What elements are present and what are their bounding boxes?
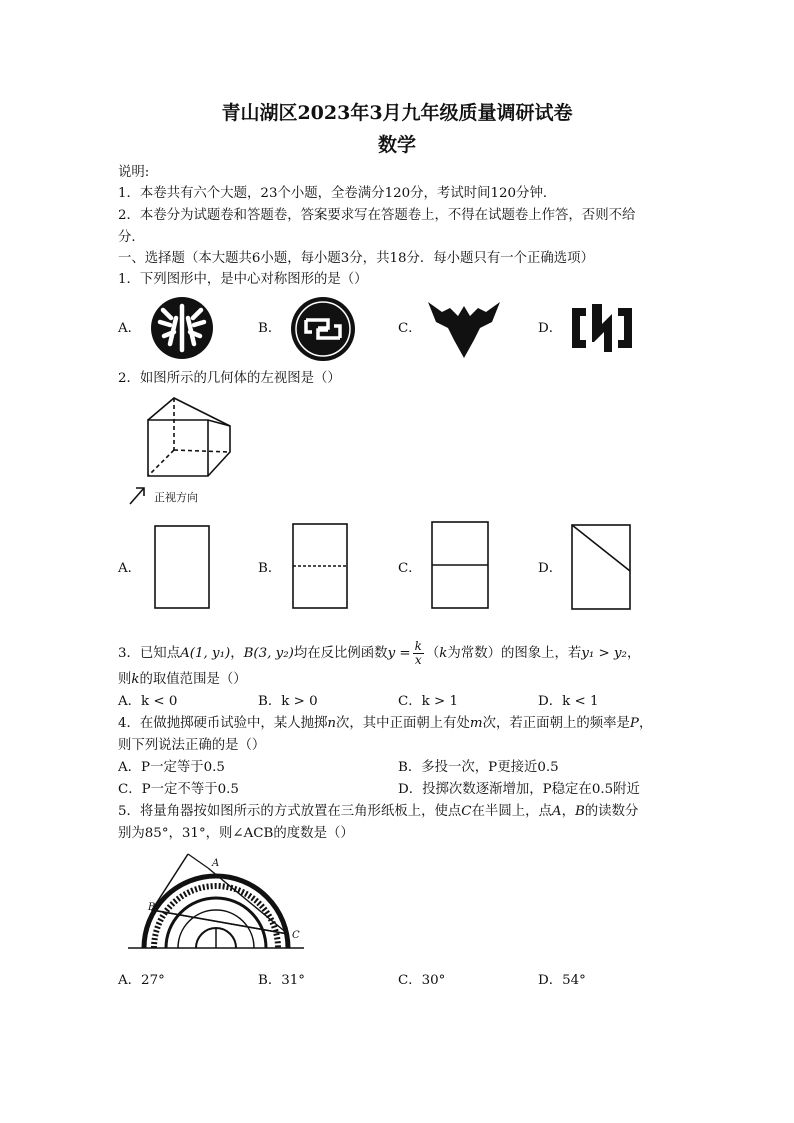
q3-text-2: 均在反比例函数 — [293, 646, 388, 661]
q1-label-b: B． — [258, 321, 282, 336]
q4-line1 — [118, 715, 652, 733]
q5-option-c: C．30° — [398, 973, 446, 988]
q5-text-3: 的读数分 — [584, 804, 639, 819]
q3-func-denominator: x — [414, 653, 422, 667]
q3-point-b: B(3, y₂) — [243, 646, 294, 661]
q3-condition: y₁ > y₂ — [581, 646, 627, 661]
q5-label-c: C — [292, 930, 300, 941]
q2-view-c — [428, 518, 492, 612]
q1-stem: 1．下列图形中，是中心对称图形的是（） — [118, 272, 368, 287]
q1-label-d: D． — [538, 321, 563, 336]
q5-text-2: 在半圆上，点 — [471, 804, 552, 819]
q1-emblem-a-icon — [150, 296, 214, 360]
q5-line1 — [118, 803, 638, 821]
q2-view-a — [150, 522, 214, 612]
q5-b: B — [574, 804, 585, 819]
q4-m: m — [469, 716, 483, 731]
q5-label-b: B — [148, 902, 156, 913]
q4-option-b: B．多投一次，P更接近0.5 — [398, 760, 559, 775]
q2-view-d — [568, 521, 634, 613]
q3-point-a: A(1, y₁) — [180, 646, 231, 661]
q3-option-d: D．k < 1 — [538, 694, 599, 709]
q3-text-1: 3．已知点 — [118, 646, 181, 661]
page-subtitle: 数学 — [377, 134, 416, 156]
q2-label-b: B． — [258, 561, 282, 576]
note-2-line1: 2．本卷分为试题卷和答题卷，答案要求写在答题卷上，不得在试题卷上作答，否则不给 — [118, 208, 636, 223]
q2-label-a: A． — [118, 561, 142, 576]
q3-option-c: C．k > 1 — [398, 694, 459, 709]
q3-text-3: （ — [425, 646, 440, 661]
q2-label-d: D． — [538, 561, 563, 576]
q5-line2: 别为85°，31°，则∠ACB的度数是（） — [118, 826, 354, 841]
q1-emblem-d-icon — [570, 302, 642, 354]
q3-func-lhs: y = — [387, 646, 411, 661]
q3-line2-text-b: 的取值范围是（） — [139, 672, 247, 687]
q5-a: A — [551, 804, 562, 819]
q4-text-3: 次，若正面朝上的频率是 — [482, 716, 630, 731]
q3-func-numerator: k — [414, 639, 422, 653]
q4-line2: 则下列说法正确的是（） — [118, 738, 266, 753]
q4-n: n — [327, 716, 337, 731]
q4-p: P — [629, 716, 639, 731]
q3-line2 — [118, 671, 247, 689]
q1-emblem-b-icon — [290, 296, 356, 362]
q3-line2-k: k — [131, 672, 140, 687]
q3-option-b: B．k > 0 — [258, 694, 318, 709]
q2-stem: 2．如图所示的几何体的左视图是（） — [118, 371, 341, 386]
q2-view-b — [289, 520, 351, 612]
q4-option-a: A．P一定等于0.5 — [118, 760, 225, 775]
q3-line2-text-a: 则 — [118, 672, 132, 687]
q1-label-c: C． — [398, 321, 422, 336]
q3-k: k — [439, 646, 448, 661]
q4-text-2: 次，其中正面朝上有处 — [336, 716, 470, 731]
q4-option-c: C．P一定不等于0.5 — [118, 782, 239, 797]
q5-option-b: B．31° — [258, 973, 305, 988]
q1-label-a: A． — [118, 321, 142, 336]
q5-text-1: 5．将量角器按如图所示的方式放置在三角形纸板上，使点 — [118, 804, 462, 819]
q3-sep: ， — [230, 646, 244, 661]
q5-option-a: A．27° — [118, 973, 165, 988]
q4-text-1: 4．在做抛掷硬币试验中，某人抛掷 — [118, 716, 328, 731]
notes-heading: 说明: — [118, 165, 150, 180]
q3-line1 — [118, 640, 640, 667]
q2-label-c: C． — [398, 561, 422, 576]
q2-view-direction-label: 正视方向 — [154, 491, 198, 504]
q5-option-d: D．54° — [538, 973, 586, 988]
q3-option-a: A．k < 0 — [118, 694, 178, 709]
note-2-line2: 分． — [118, 230, 145, 245]
section-1-heading: 一、选择题（本大题共6小题，每小题3分，共18分．每小题只有一个正确选项） — [118, 251, 594, 266]
q3-fraction — [413, 640, 424, 667]
q4-text-4: ， — [638, 716, 653, 731]
page-title: 青山湖区2023年3月九年级质量调研试卷 — [221, 102, 573, 124]
q3-text-5: ， — [626, 646, 641, 661]
q4-option-d: D．投掷次数逐渐增加，P稳定在0.5附近 — [398, 782, 640, 797]
q3-text-4: 为常数）的图象上，若 — [447, 646, 582, 661]
q5-label-a: A — [212, 858, 220, 869]
q5-c: C — [461, 804, 472, 819]
q5-comma: ， — [561, 804, 575, 819]
q1-emblem-c-icon — [428, 300, 500, 360]
q5-protractor-figure — [126, 848, 306, 952]
note-1: 1．本卷共有六个大题，23个小题，全卷满分120分，考试时间120分钟． — [118, 186, 557, 201]
